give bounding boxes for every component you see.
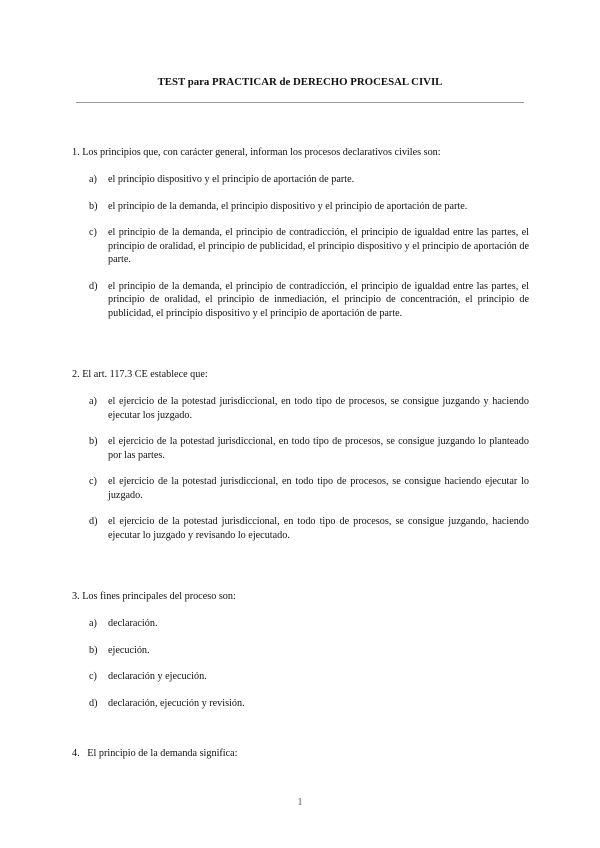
option-text: el ejercicio de la potestad jurisdiccional, en todo tipo de procesos, se consigue juzgando lo planteado por las partes. [108,436,529,461]
option-text: el principio de la demanda, el principio de contradicción, el principio de igualdad entre las partes, el principio de oralidad, el principio de inmediación, el principio de concentración, el principio de publicidad, el principio dispositivo y el principio de aportación de parte. [108,280,529,319]
option-d [89,515,529,542]
question-1 [72,146,532,320]
option-text: el principio de la demanda, el principio dispositivo y el principio de aportación de parte. [108,200,468,212]
question-3 [72,590,532,710]
question-2 [72,368,532,542]
option-d [89,697,529,711]
question-text: 4. El principio de la demanda significa: [72,748,238,759]
option-c [89,475,529,502]
option-letter: c) [89,671,97,682]
option-letter: d) [89,697,98,709]
option-letter: a) [89,396,97,407]
option-d [89,280,529,321]
option-text: el ejercicio de la potestad jurisdiccional, en todo tipo de procesos, se consigue haciendo ejecutar lo juzgado. [108,476,529,501]
option-letter: c) [89,476,97,487]
option-b [89,435,529,462]
question-text: 1. Los principios que, con carácter general, informan los procesos declarativos civiles son: [72,147,441,158]
option-a [89,173,529,187]
question-4 [72,747,532,761]
document-title: TEST para PRACTICAR de DERECHO PROCESAL CIVIL [157,76,443,88]
option-text: declaración, ejecución y revisión. [108,697,245,709]
question-text: 3. Los fines principales del proceso son: [72,591,236,602]
option-letter: a) [89,618,97,629]
option-text: declaración y ejecución. [108,671,207,682]
option-letter: d) [89,280,98,292]
option-a [89,617,529,631]
option-text: el ejercicio de la potestad jurisdiccional, en todo tipo de procesos, se consigue juzgando, haciendo ejecutar lo juzgado y revisando lo ejecutado. [108,516,529,541]
option-letter: a) [89,174,97,185]
option-letter: d) [89,516,98,527]
option-a [89,395,529,422]
option-b [89,644,529,658]
option-text: el principio dispositivo y el principio de aportación de parte. [108,174,355,185]
question-text: 2. El art. 117.3 CE establece que: [72,369,208,380]
option-letter: b) [89,200,98,212]
option-b [89,200,529,214]
option-text: el ejercicio de la potestad jurisdiccional, en todo tipo de procesos, se consigue juzgando y haciendo ejecutar los juzgado. [108,396,529,421]
title-divider [76,102,524,103]
option-c [89,670,529,684]
option-text: declaración. [108,618,158,629]
option-letter: c) [89,227,97,238]
option-text: el principio de la demanda, el principio de contradicción, el principio de igualdad entre las partes, el principio de oralidad, el principio de publicidad, el principio dispositivo y el principio de aportación de parte. [108,227,529,265]
page-number: 1 [297,797,303,808]
option-text: ejecución. [108,644,150,656]
option-letter: b) [89,436,98,447]
option-c [89,226,529,267]
option-letter: b) [89,644,98,656]
